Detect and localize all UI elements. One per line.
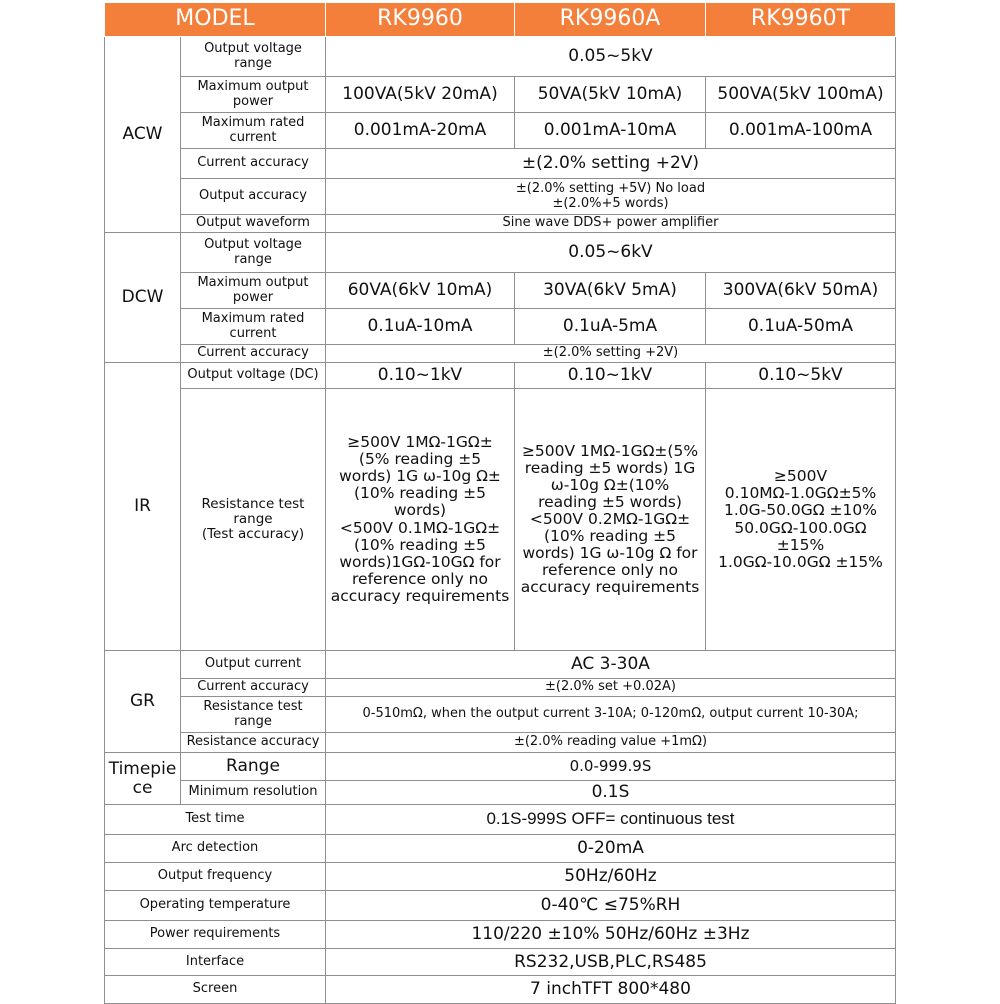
screen-row: [105, 976, 896, 1004]
test-time-row: [105, 805, 896, 835]
gr-resistance-accuracy-row: [105, 733, 896, 753]
dcw-current-accuracy-row: [105, 345, 896, 363]
dcw-output-voltage-range-value: 0.05~6kV: [326, 233, 896, 273]
ir-resistance-test-range-label: Resistance test range (Test accuracy): [181, 389, 326, 651]
interface-value: RS232,USB,PLC,RS485: [326, 949, 896, 976]
output-frequency-value: 50Hz/60Hz: [326, 863, 896, 891]
acw-maximum-rated-current-row: [105, 113, 896, 149]
dcw-group-label: DCW: [105, 233, 181, 363]
acw-maximum-rated-current-rk9960: 0.001mA-20mA: [326, 113, 515, 149]
screen-value: 7 inchTFT 800*480: [326, 976, 896, 1004]
timepiece-group-label: Timepie ce: [105, 753, 181, 805]
gr-output-current-row: [105, 651, 896, 679]
ir-resistance-test-range-rk9960: ≥500V 1MΩ-1GΩ± (5% reading ±5 words) 1G ω-10g Ω± (10% reading ±5 words) <500V 0.1MΩ-1GΩ± (10% reading ±5 words)1GΩ-10GΩ for reference only no accuracy requirements: [326, 389, 515, 651]
acw-maximum-rated-current-label: Maximum rated current: [181, 113, 326, 149]
ir-resistance-test-range-rk9960t: ≥500V 0.10MΩ-1.0GΩ±5% 1.0G-50.0GΩ ±10% 50.0GΩ-100.0GΩ ±15% 1.0GΩ-10.0GΩ ±15%: [706, 389, 896, 651]
ir-output-voltage-rk9960a: 0.10~1kV: [515, 363, 706, 389]
acw-maximum-output-power-rk9960t: 500VA(5kV 100mA): [706, 77, 896, 113]
acw-group-label: ACW: [105, 37, 181, 233]
ir-output-voltage-rk9960t: 0.10~5kV: [706, 363, 896, 389]
timepiece-range-value: 0.0-999.9S: [326, 753, 896, 781]
gr-resistance-accuracy-label: Resistance accuracy: [181, 733, 326, 753]
arc-detection-value: 0-20mA: [326, 835, 896, 863]
acw-maximum-rated-current-rk9960a: 0.001mA-10mA: [515, 113, 706, 149]
dcw-maximum-output-power-row: [105, 273, 896, 309]
acw-output-accuracy-row: [105, 179, 896, 215]
acw-output-waveform-value: Sine wave DDS+ power amplifier: [326, 215, 896, 233]
dcw-maximum-output-power-label: Maximum output power: [181, 273, 326, 309]
acw-output-voltage-range-label: Output voltage range: [181, 37, 326, 77]
gr-current-accuracy-value: ±(2.0% set +0.02A): [326, 679, 896, 697]
dcw-current-accuracy-label: Current accuracy: [181, 345, 326, 363]
dcw-maximum-rated-current-row: [105, 309, 896, 345]
acw-maximum-output-power-rk9960: 100VA(5kV 20mA): [326, 77, 515, 113]
gr-current-accuracy-label: Current accuracy: [181, 679, 326, 697]
power-requirements-label: Power requirements: [105, 921, 326, 949]
interface-row: [105, 949, 896, 976]
ir-output-voltage-row: [105, 363, 896, 389]
dcw-output-voltage-range-row: [105, 233, 896, 273]
ir-output-voltage-rk9960: 0.10~1kV: [326, 363, 515, 389]
acw-output-voltage-range-row: [105, 37, 896, 77]
acw-output-voltage-range-value: 0.05~5kV: [326, 37, 896, 77]
output-frequency-row: [105, 863, 896, 891]
acw-output-accuracy-label: Output accuracy: [181, 179, 326, 215]
arc-detection-row: [105, 835, 896, 863]
acw-output-waveform-label: Output waveform: [181, 215, 326, 233]
acw-maximum-output-power-label: Maximum output power: [181, 77, 326, 113]
test-time-value: 0.1S-999S OFF= continuous test: [326, 805, 896, 835]
dcw-maximum-rated-current-rk9960a: 0.1uA-5mA: [515, 309, 706, 345]
acw-output-waveform-row: [105, 215, 896, 233]
acw-current-accuracy-label: Current accuracy: [181, 149, 326, 179]
acw-maximum-rated-current-rk9960t: 0.001mA-100mA: [706, 113, 896, 149]
gr-output-current-label: Output current: [181, 651, 326, 679]
ir-resistance-test-range-rk9960a: ≥500V 1MΩ-1GΩ±(5% reading ±5 words) 1G ω-10g Ω±(10% reading ±5 words) <500V 0.2MΩ-1GΩ± (10% reading ±5 words) 1G ω-10g Ω for reference only no accuracy requirements: [515, 389, 706, 651]
operating-temperature-value: 0-40℃ ≤75%RH: [326, 891, 896, 921]
acw-current-accuracy-value: ±(2.0% setting +2V): [326, 149, 896, 179]
dcw-maximum-rated-current-rk9960: 0.1uA-10mA: [326, 309, 515, 345]
test-time-label: Test time: [105, 805, 326, 835]
timepiece-minimum-resolution-row: [105, 781, 896, 805]
dcw-maximum-rated-current-rk9960t: 0.1uA-50mA: [706, 309, 896, 345]
screen-label: Screen: [105, 976, 326, 1004]
header-rk9960a: RK9960A: [515, 3, 706, 37]
gr-current-accuracy-row: [105, 679, 896, 697]
acw-maximum-output-power-row: [105, 77, 896, 113]
operating-temperature-label: Operating temperature: [105, 891, 326, 921]
timepiece-minimum-resolution-value: 0.1S: [326, 781, 896, 805]
dcw-maximum-output-power-rk9960: 60VA(6kV 10mA): [326, 273, 515, 309]
ir-group-label: IR: [105, 363, 181, 651]
dcw-output-voltage-range-label: Output voltage range: [181, 233, 326, 273]
timepiece-range-label: Range: [181, 753, 326, 781]
header-model: MODEL: [105, 3, 326, 37]
interface-label: Interface: [105, 949, 326, 976]
gr-output-current-value: AC 3-30A: [326, 651, 896, 679]
spec-table: [104, 2, 896, 1004]
gr-resistance-test-range-value: 0-510mΩ, when the output current 3-10A; 0-120mΩ, output current 10-30A;: [326, 697, 896, 733]
dcw-maximum-rated-current-label: Maximum rated current: [181, 309, 326, 345]
acw-current-accuracy-row: [105, 149, 896, 179]
acw-output-accuracy-value: ±(2.0% setting +5V) No load ±(2.0%+5 words): [326, 179, 896, 215]
gr-resistance-test-range-row: [105, 697, 896, 733]
gr-resistance-accuracy-value: ±(2.0% reading value +1mΩ): [326, 733, 896, 753]
power-requirements-row: [105, 921, 896, 949]
ir-output-voltage-label: Output voltage (DC): [181, 363, 326, 389]
header-row: [105, 3, 896, 37]
output-frequency-label: Output frequency: [105, 863, 326, 891]
arc-detection-label: Arc detection: [105, 835, 326, 863]
operating-temperature-row: [105, 891, 896, 921]
header-rk9960t: RK9960T: [706, 3, 896, 37]
dcw-maximum-output-power-rk9960t: 300VA(6kV 50mA): [706, 273, 896, 309]
dcw-maximum-output-power-rk9960a: 30VA(6kV 5mA): [515, 273, 706, 309]
acw-maximum-output-power-rk9960a: 50VA(5kV 10mA): [515, 77, 706, 113]
timepiece-minimum-resolution-label: Minimum resolution: [181, 781, 326, 805]
gr-resistance-test-range-label: Resistance test range: [181, 697, 326, 733]
gr-group-label: GR: [105, 651, 181, 753]
header-rk9960: RK9960: [326, 3, 515, 37]
power-requirements-value: 110/220 ±10% 50Hz/60Hz ±3Hz: [326, 921, 896, 949]
dcw-current-accuracy-value: ±(2.0% setting +2V): [326, 345, 896, 363]
timepiece-range-row: [105, 753, 896, 781]
ir-resistance-test-range-row: [105, 389, 896, 651]
